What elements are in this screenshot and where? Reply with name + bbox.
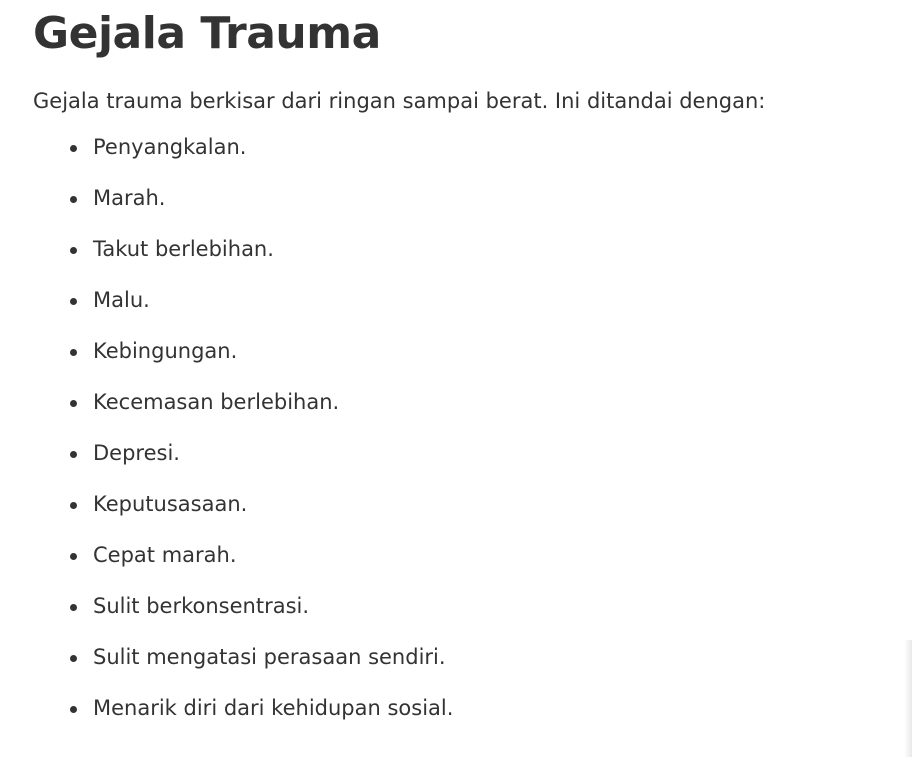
list-item xyxy=(33,695,893,721)
list-item-text: Sulit berkonsentrasi. xyxy=(93,594,310,618)
bullet-icon xyxy=(70,655,77,662)
page-title: Gejala Trauma xyxy=(33,8,381,59)
symptom-list xyxy=(33,134,893,721)
bullet-icon xyxy=(70,706,77,713)
list-item xyxy=(33,593,893,619)
bullet-icon xyxy=(70,196,77,203)
list-item-text: Takut berlebihan. xyxy=(93,237,274,261)
bullet-icon xyxy=(70,400,77,407)
bullet-icon xyxy=(70,349,77,356)
bullet-icon xyxy=(70,451,77,458)
list-item xyxy=(33,185,893,211)
list-item-text: Marah. xyxy=(93,186,166,210)
list-item-text: Menarik diri dari kehidupan sosial. xyxy=(93,696,454,720)
list-item-text: Kebingungan. xyxy=(93,339,238,363)
list-item xyxy=(33,389,893,415)
list-item xyxy=(33,644,893,670)
bullet-icon xyxy=(70,502,77,509)
list-item xyxy=(33,338,893,364)
list-item-text: Penyangkalan. xyxy=(93,135,247,159)
bullet-icon xyxy=(70,145,77,152)
list-item xyxy=(33,134,893,160)
list-item xyxy=(33,440,893,466)
list-item xyxy=(33,287,893,313)
article-content xyxy=(33,0,893,746)
list-item xyxy=(33,236,893,262)
intro-paragraph: Gejala trauma berkisar dari ringan sampai berat. Ini ditandai dengan: xyxy=(33,89,766,113)
bullet-icon xyxy=(70,604,77,611)
page-edge-shadow xyxy=(904,640,912,757)
bullet-icon xyxy=(70,247,77,254)
list-item-text: Depresi. xyxy=(93,441,180,465)
list-item xyxy=(33,542,893,568)
list-item-text: Keputusasaan. xyxy=(93,492,248,516)
list-item-text: Sulit mengatasi perasaan sendiri. xyxy=(93,645,446,669)
bullet-icon xyxy=(70,553,77,560)
bullet-icon xyxy=(70,298,77,305)
list-item-text: Cepat marah. xyxy=(93,543,237,567)
list-item-text: Malu. xyxy=(93,288,150,312)
list-item xyxy=(33,491,893,517)
list-item-text: Kecemasan berlebihan. xyxy=(93,390,340,414)
